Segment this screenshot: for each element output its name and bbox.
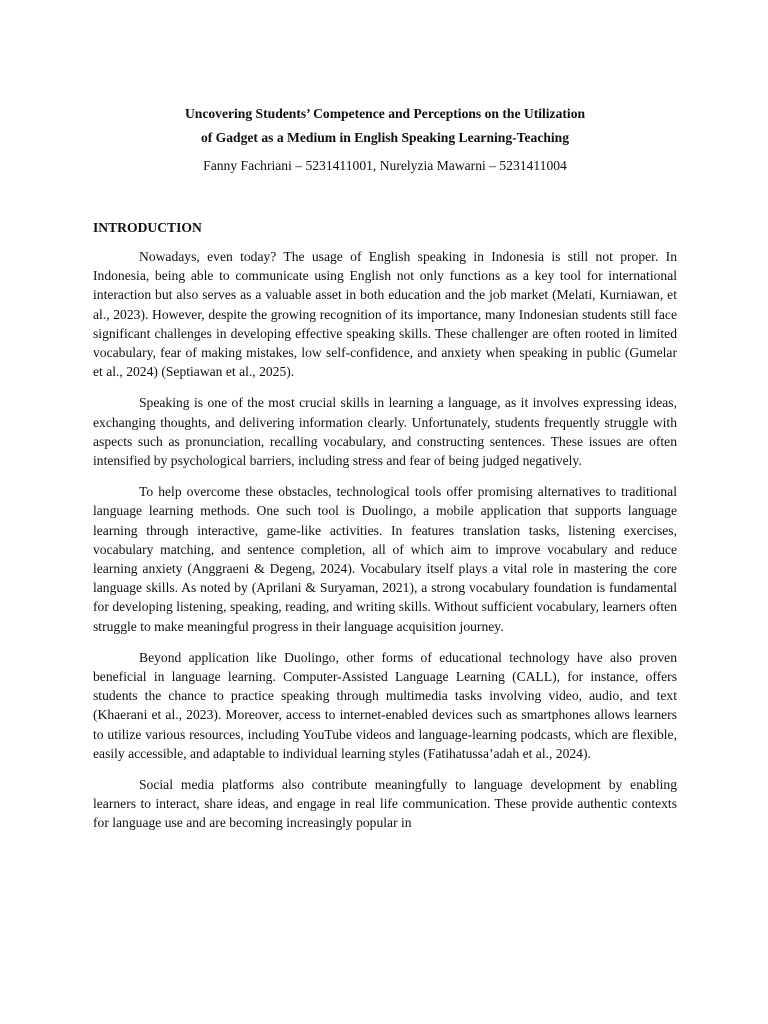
document-title-line-1: Uncovering Students’ Competence and Perceptions on the Utilization	[184, 106, 586, 121]
document-page	[93, 102, 677, 833]
document-authors: Fanny Fachriani – 5231411001, Nurelyzia Mawarni – 5231411004	[203, 158, 567, 173]
paragraph: Beyond application like Duolingo, other forms of educational technology have also proven beneficial in language learning. Computer-Assisted Language Learning (CALL), for instance, offers students the chance to practice speaking through multimedia tasks involving video, audio, and text (Khaerani et al., 2023). Moreover, access to internet-enabled devices such as smartphones allows learners to utilize various resources, including YouTube videos and language-learning podcasts, which are flexible, easily accessible, and adaptable to individual learning styles (Fatihatussa’adah et al., 2024).	[93, 649, 677, 761]
document-title-line-2: of Gadget as a Medium in English Speaking Learning-Teaching	[200, 130, 570, 145]
paragraph: To help overcome these obstacles, technological tools offer promising alternatives to traditional language learning methods. One such tool is Duolingo, a mobile application that supports language learning through interactive, game-like activities. In features translation tasks, listening exercises, vocabulary matching, and sentence completion, all of which aim to improve vocabulary and reduce learning anxiety (Anggraeni & Degeng, 2024). Vocabulary itself plays a vital role in mastering the core language skills. As noted by (Aprilani & Suryaman, 2021), a strong vocabulary foundation is fundamental for developing listening, speaking, reading, and writing skills. Without sufficient vocabulary, learners often struggle to make meaningful progress in their language acquisition journey.	[93, 484, 677, 634]
paragraph: Nowadays, even today? The usage of English speaking in Indonesia is still not proper. In Indonesia, being able to communicate using English not only functions as a key tool for international interaction but also serves as a valuable asset in both education and the job market (Melati, Kurniawan, et al., 2023). However, despite the growing recognition of its importance, many Indonesian students still face significant challenges in developing effective speaking skills. These challenger are often rooted in limited vocabulary, fear of making mistakes, low self-confidence, and anxiety when speaking in public (Gumelar et al., 2024) (Septiawan et al., 2025).	[93, 249, 677, 380]
paragraph: Speaking is one of the most crucial skills in learning a language, as it involves expressing ideas, exchanging thoughts, and delivering information clearly. Unfortunately, students frequently struggle with aspects such as pronunciation, recalling vocabulary, and constructing sentences. These issues are often intensified by psychological barriers, including stress and fear of being judged negatively.	[93, 395, 677, 469]
section-heading-introduction: INTRODUCTION	[93, 220, 202, 235]
paragraph: Social media platforms also contribute meaningfully to language development by enabling learners to interact, share ideas, and engage in real life communication. These provide authentic contexts for language use and are becoming increasingly popular in	[93, 777, 677, 831]
